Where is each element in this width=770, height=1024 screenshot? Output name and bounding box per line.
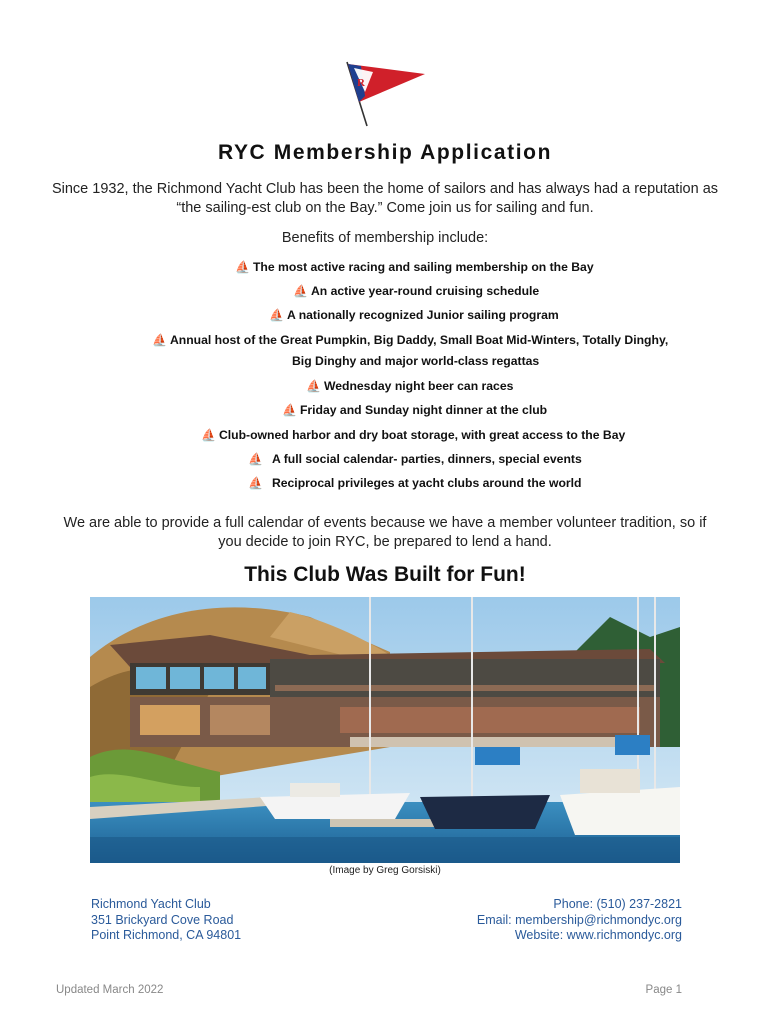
benefit-item <box>235 260 594 275</box>
sailboat-icon: ⛵ <box>282 403 297 417</box>
benefit-item <box>152 333 668 348</box>
sailboat-icon: ⛵ <box>269 308 284 322</box>
benefit-item <box>201 428 625 443</box>
benefits-heading: Benefits of membership include: <box>281 230 489 246</box>
club-address <box>91 897 241 944</box>
club-phone[interactable]: Phone: (510) 237-2821 <box>553 897 682 911</box>
benefit-text: Wednesday night beer can races <box>323 379 514 393</box>
benefit-item <box>248 452 582 467</box>
club-website-link[interactable]: Website: www.richmondyc.org <box>514 928 682 942</box>
benefit-item <box>306 379 513 394</box>
benefit-text: The most active racing and sailing membership on the Bay <box>252 260 594 274</box>
club-email-link[interactable]: Email: membership@richmondyc.org <box>476 912 682 927</box>
club-contact <box>477 897 682 944</box>
benefit-text: Friday and Sunday night dinner at the club <box>299 403 548 417</box>
sailboat-icon: ⛵ <box>248 476 263 490</box>
volunteer-paragraph: We are able to provide a full calendar of events because we have a member volunteer tradition, so if you decide to join RYC, be prepared to lend a hand. <box>63 515 707 550</box>
benefit-item <box>282 403 547 418</box>
club-name: Richmond Yacht Club <box>91 897 211 911</box>
page-title: RYC Membership Application <box>217 141 553 164</box>
benefit-text-continued: Big Dinghy and major world-class regattas <box>292 354 540 368</box>
ryc-burgee-logo <box>343 58 429 128</box>
benefit-text: Annual host of the Great Pumpkin, Big Daddy, Small Boat Mid-Winters, Totally Dinghy, <box>169 333 669 347</box>
club-city: Point Richmond, CA 94801 <box>91 928 242 942</box>
sailboat-icon: ⛵ <box>248 452 263 466</box>
benefit-text: A full social calendar- parties, dinners, special events <box>271 452 582 466</box>
benefit-item <box>248 476 581 491</box>
benefit-item <box>269 308 559 323</box>
benefit-text: An active year-round cruising schedule <box>310 284 540 298</box>
fun-heading: This Club Was Built for Fun! <box>244 563 526 586</box>
benefit-text: Reciprocal privileges at yacht clubs around the world <box>271 476 582 490</box>
sailboat-icon: ⛵ <box>152 333 167 347</box>
sailboat-icon: ⛵ <box>293 284 308 298</box>
sailboat-icon: ⛵ <box>201 428 216 442</box>
club-street: 351 Brickyard Cove Road <box>91 912 234 927</box>
photo-caption: (Image by Greg Gorsiski) <box>329 865 441 876</box>
clubhouse-photo <box>90 597 680 863</box>
footer-page-number: Page 1 <box>645 984 682 996</box>
benefit-text: A nationally recognized Junior sailing program <box>286 308 559 322</box>
sailboat-icon: ⛵ <box>235 260 250 274</box>
footer-updated: Updated March 2022 <box>56 984 164 996</box>
sailboat-icon: ⛵ <box>306 379 321 393</box>
intro-paragraph: Since 1932, the Richmond Yacht Club has been the home of sailors and has always had a reputation as “the sailing-est club on the Bay.” Come join us for sailing and fun. <box>51 181 719 216</box>
benefit-text: Club-owned harbor and dry boat storage, with great access to the Bay <box>218 428 626 442</box>
ryc-burgee-flag-icon <box>343 58 429 128</box>
benefit-item <box>293 284 539 299</box>
burgee-letter: R <box>357 77 365 89</box>
